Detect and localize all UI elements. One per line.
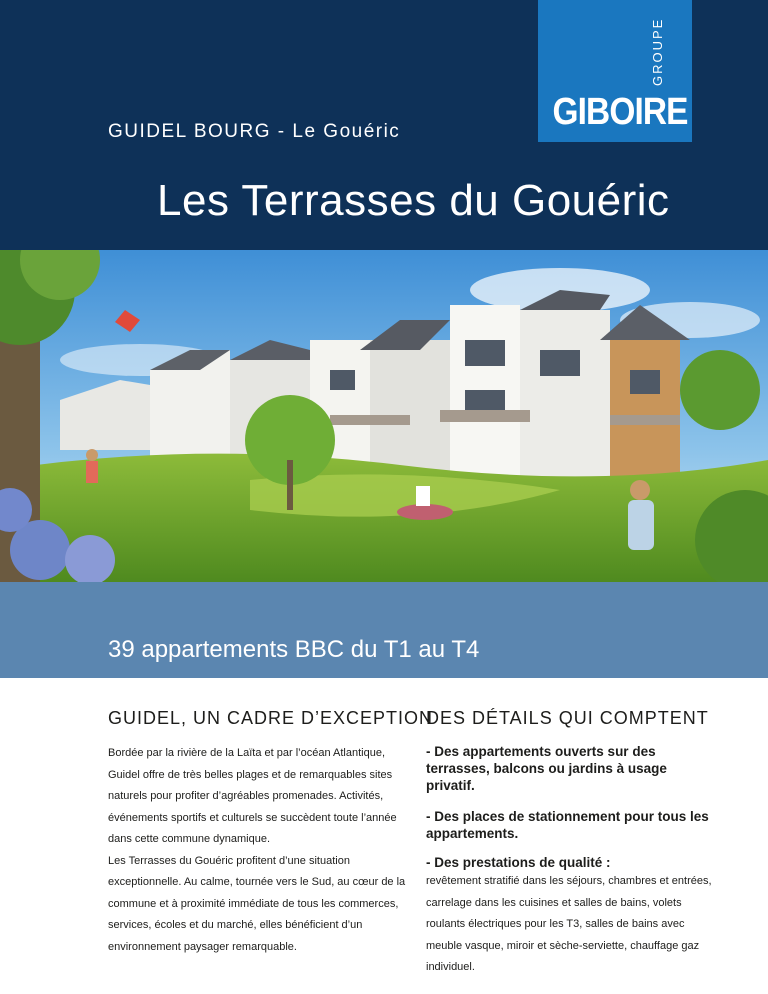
location-subtitle: GUIDEL BOURG - Le Gouéric [108, 121, 401, 142]
right-heading: DES DÉTAILS QUI COMPTENT [426, 708, 709, 728]
right-column [426, 708, 716, 979]
hero-image [0, 250, 768, 582]
building-render-illustration [0, 250, 768, 582]
left-heading: GUIDEL, UN CADRE D’EXCEPTION [108, 708, 434, 728]
detail-item-prestations-title: - Des prestations de qualité : [426, 855, 611, 870]
giboire-logo [538, 0, 692, 142]
logo-groupe-text: GROUPE [650, 17, 665, 86]
detail-item-terrasses: - Des appartements ouverts sur des terrasses, balcons ou jardins à usage privatif. [426, 744, 667, 793]
page-title: Les Terrasses du Gouéric [157, 176, 670, 225]
left-paragraph-1: Bordée par la rivière de la Laïta et par l’océan Atlantique, Guidel offre de très belles plages et de remarquables sites naturels pour profiter d’agréables promenades. Activités, événements sportifs et culturels se succèdent toute l’année dans cette commune dynamique. [108, 747, 397, 845]
left-column [108, 708, 434, 958]
left-paragraph-2: Les Terrasses du Gouéric profitent d’une situation exceptionnelle. Au calme, tournée vers le Sud, au cœur de la commune et à proximité immédiate de tous les commerces, services, écoles et du marché, elles bénéficient d’un environnement paysager remarquable. [108, 854, 406, 953]
detail-item-prestations-text: revêtement stratifié dans les séjours, chambres et entrées, carrelage dans les cuisines et salles de bains, volets roulants électriques pour les T3, salles de bains avec meuble vasque, miroir et sèche-serviette, chauffage gaz individuel. [426, 875, 712, 973]
detail-item-parking: - Des places de stationnement pour tous les appartements. [426, 809, 709, 841]
logo-wordmark: GIBOIRE [552, 91, 688, 133]
apartments-summary: 39 appartements BBC du T1 au T4 [108, 636, 480, 663]
